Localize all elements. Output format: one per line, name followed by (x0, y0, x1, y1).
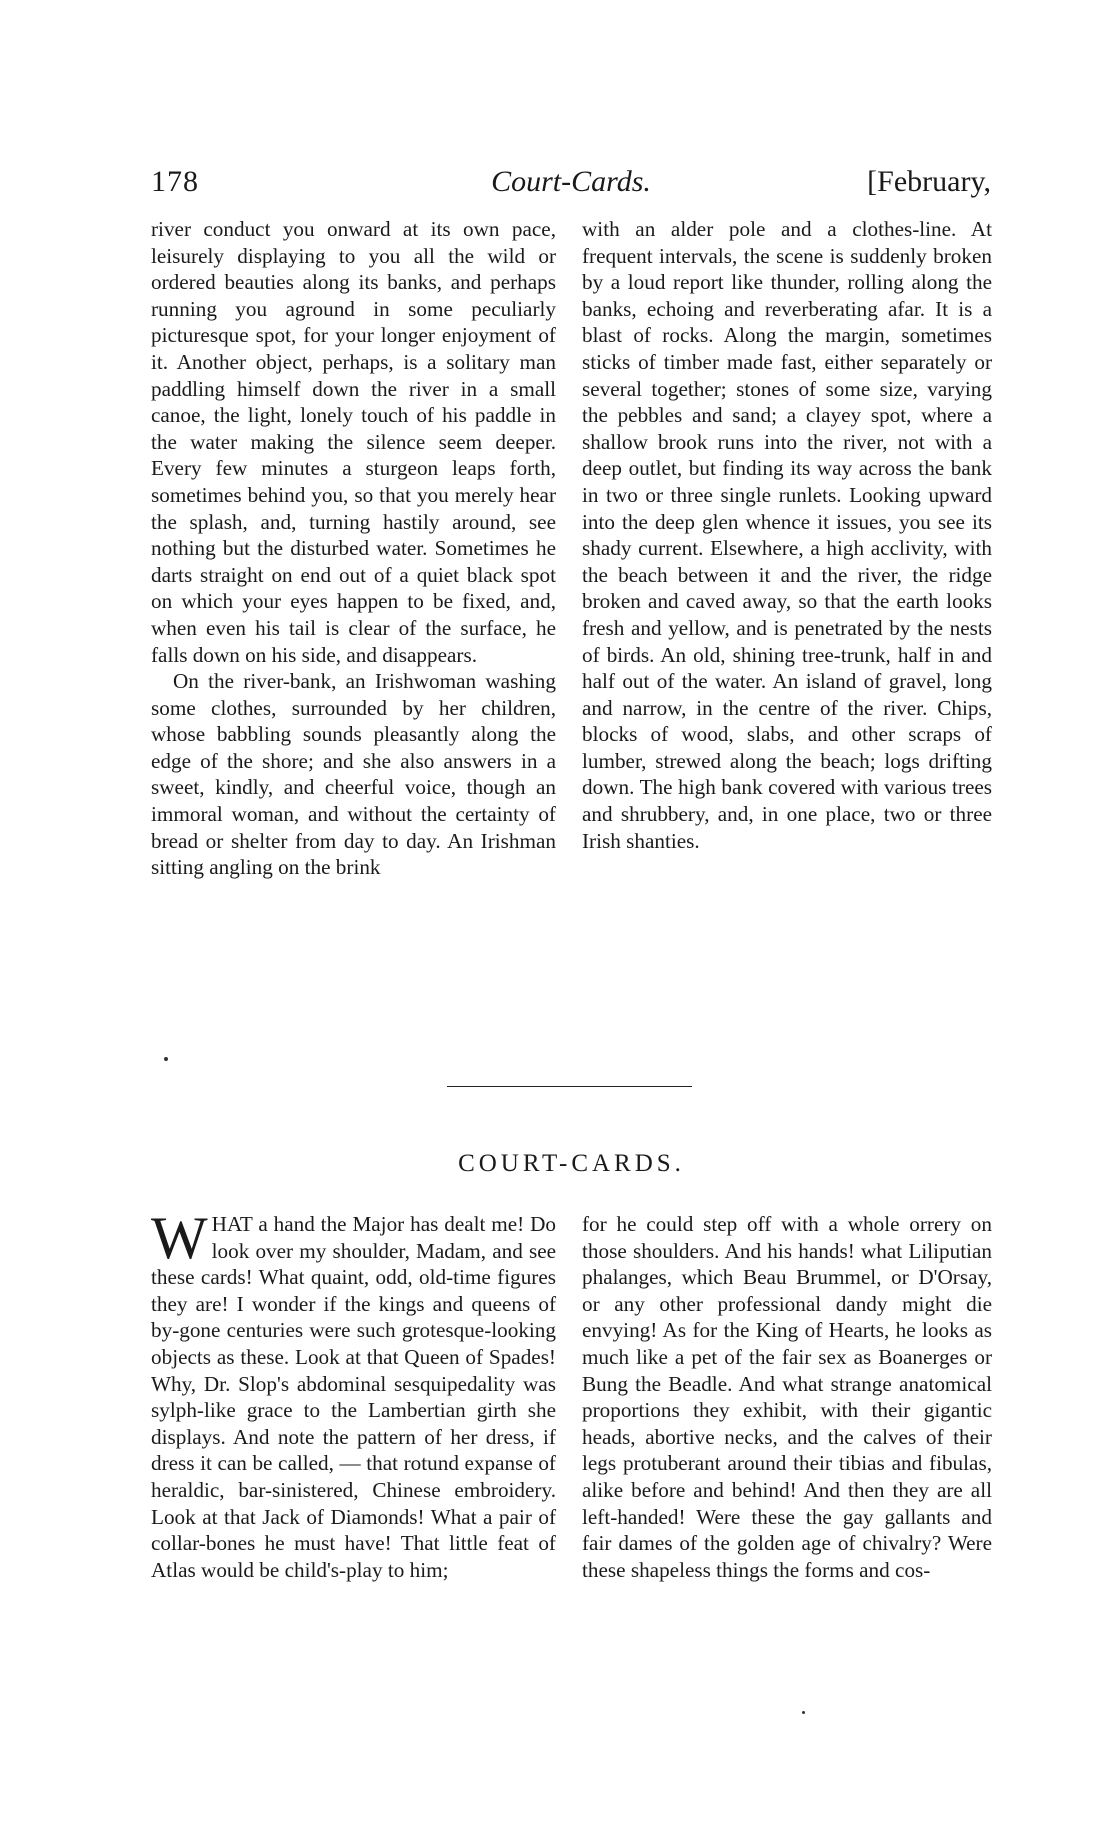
running-title: Court-Cards. (491, 165, 651, 198)
print-speck (164, 1057, 168, 1061)
article-right-column (582, 1211, 992, 1583)
paragraph: On the river-bank, an Irishwoman washing some clothes, surrounded by her children, whose babbling sounds pleasantly along the edge of the shore; and she also answers in a sweet, kindly, and cheerful voice, though an immoral woman, and without the certainty of bread or shelter from day to day. An Irishman sitting angling on the brink (151, 669, 556, 880)
running-header (151, 160, 991, 204)
page-number: 178 (151, 165, 199, 198)
previous-article-left-column (151, 216, 556, 881)
running-month: [February, (867, 165, 991, 198)
section-divider (447, 1086, 692, 1087)
paragraph: for he could step off with a whole orrery on those shoulders. And his hands! what Liliputian phalanges, which Beau Brummel, or D'Orsay, or any other professional dandy might die envying! As for the King of Hearts, he looks as much like a pet of the fair sex as Boanerges or Bung the Beadle. And what strange anatomical proportions they exhibit, with their gigantic heads, abortive necks, and the calves of their legs protuberant around their tibias and fibulas, alike before and behind! And then they are all left-handed! Were these the gay gallants and fair dames of the golden age of chivalry? Were these shapeless things the forms and cos- (582, 1212, 992, 1582)
print-speck (802, 1711, 805, 1714)
paragraph: with an alder pole and a clothes-line. At frequent intervals, the scene is suddenly broken by a loud report like thunder, rolling along the banks, echoing and reverberating afar. It is a blast of rocks. Along the margin, sometimes sticks of timber made fast, either separately or several together; stones of some size, varying the pebbles and sand; a clayey spot, where a shallow brook runs into the river, not with a deep outlet, but finding its way across the bank in two or three single runlets. Looking upward into the deep glen whence it issues, you see its shady current. Elsewhere, a high acclivity, with the beach between it and the river, the ridge broken and caved away, so that the earth looks fresh and yellow, and is penetrated by the nests of birds. An old, shining tree-trunk, half in and half out of the water. An island of gravel, long and narrow, in the centre of the river. Chips, blocks of wood, slabs, and other scraps of lumber, strewed along the beach; logs drifting down. The high bank covered with various trees and shrubbery, and, in one place, two or three Irish shanties. (582, 217, 992, 853)
article-title: COURT-CARDS. (458, 1150, 685, 1177)
paragraph: river conduct you onward at its own pace, leisurely displaying to you all the wild or ordered beauties along its banks, and perhaps running you aground in some peculiarly picturesque spot, for your longer enjoyment of it. Another object, perhaps, is a solitary man paddling himself down the river in a small canoe, the light, lonely touch of his paddle in the water making the silence seem deeper. Every few minutes a sturgeon leaps forth, sometimes behind you, so that you merely hear the splash, and, turning hastily around, see nothing but the disturbed water. Sometimes he darts straight on end out of a quiet black spot on which your eyes happen to be fixed, and, when even his tail is clear of the surface, he falls down on his side, and disappears. (151, 217, 556, 667)
opening-paragraph (151, 1205, 556, 1583)
article-left-column (151, 1205, 556, 1583)
previous-article-right-column (582, 216, 992, 854)
opening-text: HAT a hand the Major has dealt me! Do look over my shoulder, Madam, and see these cards! What quaint, odd, old-time figures they are! I wonder if the kings and queens of by-gone centuries were such grotesque-looking objects as these. Look at that Queen of Spades! Why, Dr. Slop's abdominal sesquipedality was sylph-like grace to the Lambertian girth she displays. And note the pattern of her dress, if dress it can be called, — that rotund expanse of heraldic, bar-sinistered, Chinese embroidery. Look at that Jack of Diamonds! What a pair of collar-bones he must have! That little feat of Atlas would be child's-play to him; (151, 1212, 556, 1582)
drop-cap: W (151, 1205, 208, 1271)
